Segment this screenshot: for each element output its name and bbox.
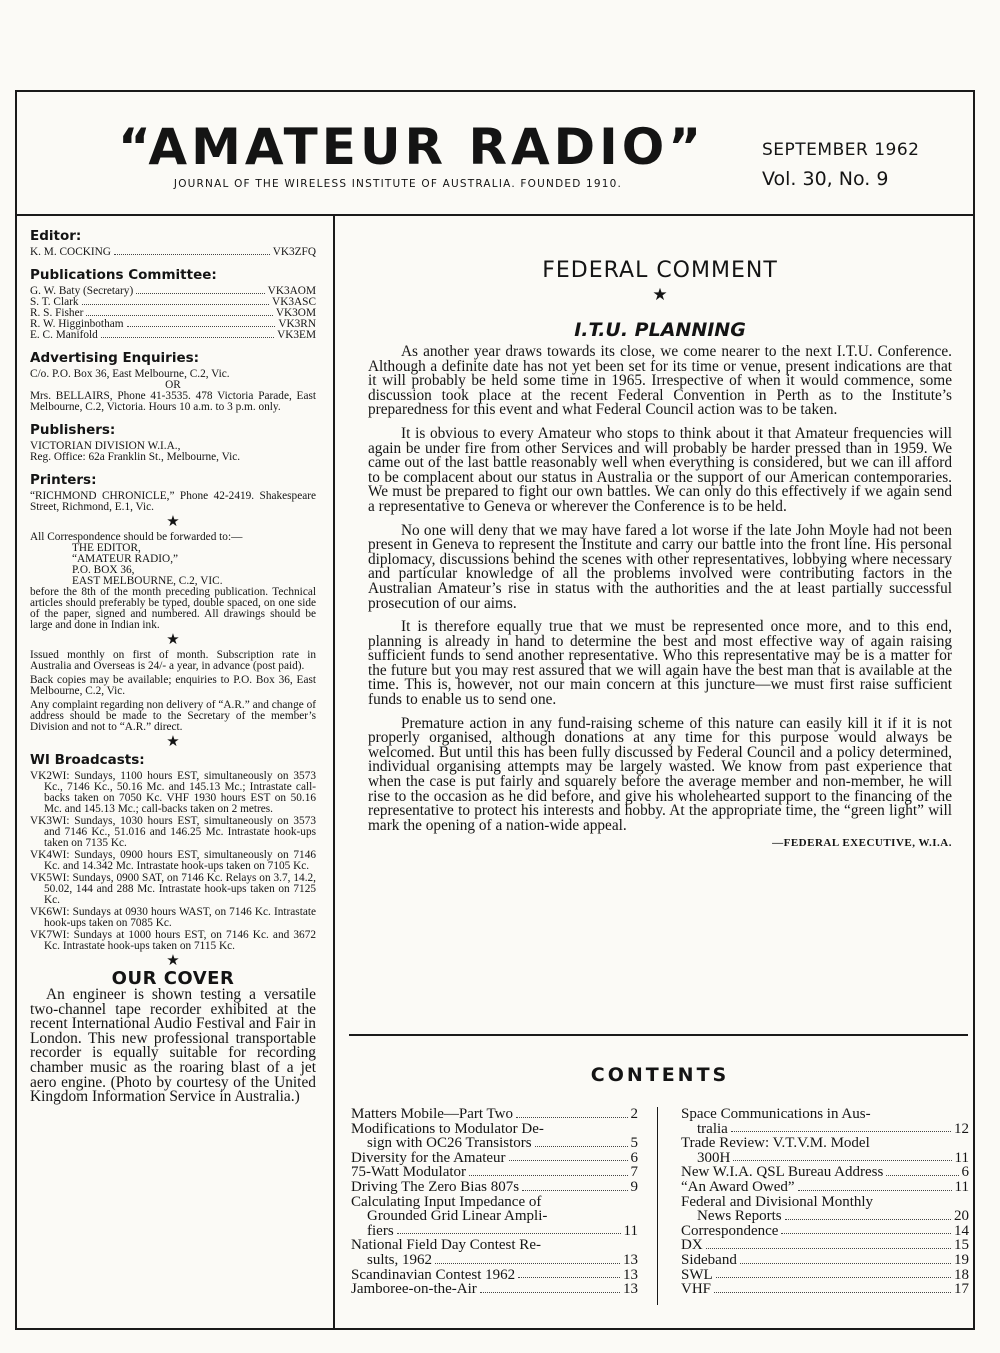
contents-item[interactable]: Modifications to Modulator De- sign with OC26 Transistors 5 <box>351 1120 638 1152</box>
member-name: R. W. Higginbotham <box>30 318 124 330</box>
contents-left <box>351 1107 638 1297</box>
broadcast-item: VK4WI: Sundays, 0900 hours EST, simultaneously on 7146 Kc. and 14.342 Mc. Intrastate hook-ups taken on 7105 Kc. <box>30 849 316 872</box>
contents-page: 11 <box>954 1178 969 1195</box>
member-call: VK3AOM <box>267 285 316 297</box>
editor-section <box>30 228 316 258</box>
journal-title: “AMATEUR RADIO” <box>118 118 706 176</box>
advertising-line2: Mrs. BELLAIRS, Phone 41-3535. 478 Victoria Parade, East Melbourne, C.2, Victoria. Hours 10 a.m. to 3 p.m. only. <box>30 390 316 413</box>
contents-title: Sideband <box>681 1251 737 1268</box>
contents-item[interactable] <box>681 1268 969 1283</box>
comment-heading: FEDERAL COMMENT <box>542 258 778 283</box>
contents-title: Jamboree-on-the-Air <box>351 1281 477 1298</box>
contents-page: 6 <box>630 1149 638 1166</box>
contents-page: 5 <box>630 1135 638 1152</box>
committee-section <box>30 267 316 341</box>
masthead <box>118 118 706 190</box>
contents-page: 14 <box>954 1222 969 1239</box>
publishers-line1: VICTORIAN DIVISION W.I.A., <box>30 440 181 452</box>
contents-page: 13 <box>623 1266 638 1283</box>
comment-paragraph: No one will deny that we may have fared a lot worse if the late John Moyle had not been present in Geneva to represent the Institute and carry our battle into the front line. His personal diplomacy, discussions behind the scenes with other representatives, lobbying where necessary and particular knowledge of all the problems involved were contributing factors in the Australian Amateur’s rise in status with the authorities and the at least partially successful prosecution of our aims. <box>368 521 952 612</box>
header-rule <box>15 214 975 216</box>
contents-item[interactable] <box>351 1107 638 1122</box>
contents-title: Scandinavian Contest 1962 <box>351 1266 516 1283</box>
masthead-column <box>30 228 316 1105</box>
contents-item[interactable]: Federal and Divisional Monthly News Reports 20 <box>681 1193 969 1225</box>
contents-page: 2 <box>630 1106 638 1122</box>
comment-body <box>368 345 952 833</box>
contents-item[interactable] <box>681 1238 969 1253</box>
contents-item[interactable]: National Field Day Contest Re- sults, 1962 13 <box>351 1237 638 1268</box>
star-icon: ★ <box>166 953 180 969</box>
subscription-complaint: Any complaint regarding non delivery of “A.R.” and change of address should be made to the Secretary of the member’s Division and not to “A.R.” direct. <box>30 699 316 733</box>
member-name: R. S. Fisher <box>30 307 84 319</box>
contents-right <box>681 1107 969 1297</box>
contents-page: 19 <box>954 1251 969 1268</box>
contents-item[interactable]: Calculating Input Impedance of Grounded Grid Linear Ampli- fiers 11 <box>351 1193 638 1239</box>
star-icon: ★ <box>166 514 180 530</box>
contents-item[interactable] <box>351 1151 638 1166</box>
printers-heading: Printers: <box>30 472 97 488</box>
contents-title: Diversity for the Amateur <box>351 1149 506 1166</box>
contents-page: 9 <box>630 1178 638 1195</box>
contents-item[interactable] <box>351 1282 638 1297</box>
contents-item[interactable] <box>351 1268 638 1283</box>
editor-heading: Editor: <box>30 228 82 244</box>
contents-page: 13 <box>623 1281 638 1298</box>
publishers-section <box>30 422 316 463</box>
contents-title: New W.I.A. QSL Bureau Address <box>681 1164 884 1181</box>
contents-item[interactable] <box>681 1180 969 1195</box>
cover-heading: OUR COVER <box>111 968 235 989</box>
comment-paragraph: As another year draws towards its close, we come nearer to the next I.T.U. Conference. Although a definite date has not yet been set for its time or venue, present indications are that it will probably be held some time in 1965. Irrespective of when it would commence, some discussion took place at the recent Federal Convention in Perth as to the Institute’s preparedness for this event and what Federal Council action was to be taken. <box>368 343 952 419</box>
contents-item[interactable] <box>681 1165 969 1180</box>
member-call: VK3EM <box>277 329 316 341</box>
member-name: S. T. Clark <box>30 296 79 308</box>
broadcast-item: VK2WI: Sundays, 1100 hours EST, simultaneously on 3573 Kc., 7146 Kc., 50.16 Mc. and 145.13 Mc.; Intrastate call-backs taken on 7050 Kc. VHF 1930 hours EST on 50.16 Mc. and 145.13 Mc.; call-backs taken on 2 metres. <box>30 770 316 815</box>
issue-date: SEPTEMBER 1962 <box>762 140 920 160</box>
contents-page: 17 <box>954 1281 969 1298</box>
address-line: “AMATEUR RADIO,” <box>72 553 179 565</box>
issue-volume: Vol. 30, No. 9 <box>762 168 889 190</box>
member-name: G. W. Baty (Secretary) <box>30 285 134 297</box>
editor-row <box>30 247 316 258</box>
comment-paragraph: Premature action in any fund-raising scheme of this nature can easily kill it if it is not properly organised, although donations at any time for this purpose would always be welcomed. But until this has been fully discussed by Federal Council and a policy determined, individual organising attempts may be largely wasted. We know from past experience that when the case is put fairly and squarely before the average member and non-member, he will rise to the occasion as he did before, and give his wholehearted support to the financing of the representative to protect his interests and hobby. At the appropriate time, the “green light” will mark the opening of a nation-wide appeal. <box>368 714 952 834</box>
printers-section <box>30 472 316 513</box>
contents-page: 13 <box>623 1251 638 1268</box>
printers-text: “RICHMOND CHRONICLE,” Phone 42-2419. Shakespeare Street, Richmond, E.1, Vic. <box>30 490 316 513</box>
contents-title: Correspondence <box>681 1222 779 1239</box>
member-call: VK3RN <box>278 318 316 330</box>
contents-title: VHF <box>681 1281 712 1298</box>
editor-name: K. M. COCKING <box>30 246 111 258</box>
address-line: P.O. BOX 36, <box>72 564 135 576</box>
contents-page: 15 <box>954 1237 969 1254</box>
contents-title: Matters Mobile—Part Two <box>351 1106 513 1122</box>
contents-item[interactable] <box>681 1282 969 1297</box>
committee-heading: Publications Committee: <box>30 267 217 283</box>
member-call: VK3OM <box>275 307 316 319</box>
broadcast-item: VK3WI: Sundays, 1030 hours EST, simultaneously on 3573 and 7146 Kc., 51.016 and 146.25 Mc. Intrastate hook-ups taken on 7135 Kc. <box>30 815 316 849</box>
federal-comment <box>368 258 952 849</box>
broadcasts-heading: WI Broadcasts: <box>30 752 145 768</box>
contents-item[interactable] <box>681 1224 969 1239</box>
comment-subheading: I.T.U. PLANNING <box>574 319 746 341</box>
publishers-line2: Reg. Office: 62a Franklin St., Melbourne, Vic. <box>30 451 241 463</box>
contents-item[interactable] <box>681 1253 969 1268</box>
subscription-issued: Issued monthly on first of month. Subscription rate in Australia and Overseas is 24/- a year, in advance (post paid). <box>30 649 316 672</box>
advertising-or: OR <box>165 379 181 391</box>
contents-title: SWL <box>681 1266 713 1283</box>
contents-title: 75-Watt Modulator <box>351 1164 467 1181</box>
editor-call: VK3ZFQ <box>272 246 316 258</box>
contents-page: 7 <box>630 1164 638 1181</box>
broadcast-item: VK6WI: Sundays at 0930 hours WAST, on 7146 Kc. Intrastate hook-ups taken on 7085 Kc. <box>30 906 316 929</box>
issue-info <box>762 140 919 190</box>
broadcasts-section <box>30 752 316 952</box>
contents-page: 11 <box>954 1149 969 1166</box>
star-icon: ★ <box>166 734 180 750</box>
contents-item[interactable]: Trade Review: V.T.V.M. Model 300H 11 <box>681 1135 969 1166</box>
comment-paragraph: It is obvious to every Amateur who stops to think about it that Amateur frequencies will again be under fire from other Services and will probably be harder pressed than in 1959. We came out of the last battle reasonably well when everything is considered, but we can ill afford to be complacent about our status in Australia or the support of our American contemporaries. We must be prepared to fight our own battles. We can only do this effectively if we again send a representative to Geneva or wherever the Conference is to be held. <box>368 424 952 515</box>
star-icon: ★ <box>166 632 180 648</box>
broadcast-item: VK5WI: Sundays, 0900 SAT, on 7146 Kc. Relays on 3.7, 14.2, 50.02, 144 and 288 Mc. Intrastate hook-ups taken on 7125 Kc. <box>30 872 316 906</box>
contents-title: DX <box>681 1237 703 1254</box>
advertising-section <box>30 350 316 413</box>
subscription-back: Back copies may be available; enquiries to P.O. Box 36, East Melbourne, C.2, Vic. <box>30 674 316 697</box>
contents-item[interactable]: Space Communications in Aus- tralia 12 <box>681 1106 969 1137</box>
correspondence-note: before the 8th of the month preceding publication. Technical articles should preferably be typed, double spaced, on one side of the paper, signed and numbered. All drawings should be large and done in Indian ink. <box>30 586 316 631</box>
correspondence-intro: All Correspondence should be forwarded to:— <box>30 531 243 543</box>
comment-signature: —FEDERAL EXECUTIVE, W.I.A. <box>772 837 952 850</box>
address-line: THE EDITOR, <box>72 542 141 554</box>
cover-text: An engineer is shown testing a versatile two-channel tape recorder exhibited at the recent International Audio Festival and Fair in London. This new professional transportable recorder is equally suitable for recording chamber music as the roaring blast of a jet aero engine. (Photo by courtesy of the United Kingdom Information Service in Australia.) <box>30 986 316 1106</box>
column-rule <box>333 215 335 1329</box>
address-line: EAST MELBOURNE, C.2, VIC. <box>72 575 223 587</box>
star-icon: ★ <box>652 285 668 304</box>
comment-paragraph: It is therefore equally true that we must be represented once more, and to this end, planning is already in hand to determine the best and most effective way of again raising sufficient funds to send another representative. Who this representative may be is a matter for the future but you may rest assured that we will again have the best man that is available at the time. This is, however, not our main concern at this juncture—we must first raise sufficient funds to enable us to send one. <box>368 618 952 709</box>
contents-page: 18 <box>954 1266 969 1283</box>
committee-member <box>30 330 316 341</box>
advertising-line1: C/o. P.O. Box 36, East Melbourne, C.2, Vic. <box>30 368 230 380</box>
contents-page: 20 <box>954 1208 969 1225</box>
contents-heading: CONTENTS <box>590 1064 730 1086</box>
contents-rule <box>349 1034 968 1036</box>
editor-address <box>30 543 316 587</box>
contents-title: Driving The Zero Bias 807s <box>351 1178 520 1195</box>
contents-title: “An Award Owed” <box>681 1178 795 1195</box>
contents-page: 6 <box>961 1164 969 1181</box>
contents-item[interactable] <box>351 1180 638 1195</box>
contents-item[interactable] <box>351 1165 638 1180</box>
advertising-heading: Advertising Enquiries: <box>30 350 200 366</box>
contents-divider <box>657 1107 658 1305</box>
journal-tagline: JOURNAL OF THE WIRELESS INSTITUTE OF AUSTRALIA. FOUNDED 1910. <box>173 178 623 190</box>
member-call: VK3ASC <box>272 296 316 308</box>
contents-page: 11 <box>623 1222 638 1239</box>
publishers-heading: Publishers: <box>30 422 116 438</box>
broadcast-item: VK7WI: Sundays at 1000 hours EST, on 7146 Kc. and 3672 Kc. Intrastate hook-ups taken on 7115 Kc. <box>30 929 316 952</box>
contents-page: 12 <box>954 1120 969 1137</box>
member-name: E. C. Manifold <box>30 329 98 341</box>
